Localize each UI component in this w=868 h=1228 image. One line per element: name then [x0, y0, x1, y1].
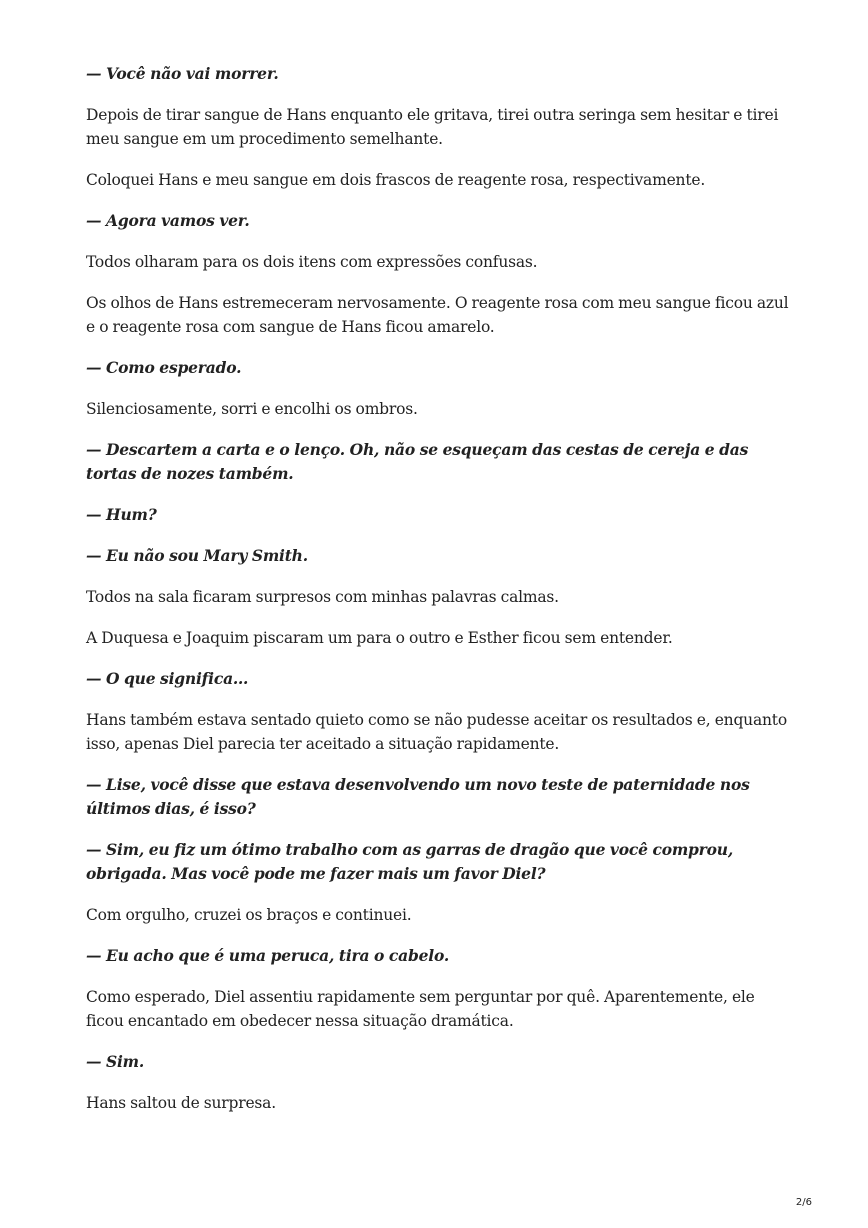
dialog-line: — Eu acho que é uma peruca, tira o cabelo.	[86, 946, 450, 965]
page-number: 2/6	[795, 1197, 812, 1208]
page-content	[86, 62, 796, 1132]
dialog-line: — Descartem a carta e o lenço. Oh, não se esqueçam das cestas de cereja e das tortas de nozes também.	[86, 440, 749, 483]
narration-paragraph: Todos olharam para os dois itens com expressões confusas.	[86, 253, 538, 271]
narration-paragraph: Depois de tirar sangue de Hans enquanto ele gritava, tirei outra seringa sem hesitar e tirei meu sangue em um procedimento semelhante.	[86, 106, 779, 148]
narration-paragraph: A Duquesa e Joaquim piscaram um para o outro e Esther ficou sem entender.	[86, 629, 673, 647]
narration-paragraph: Hans também estava sentado quieto como se não pudesse aceitar os resultados e, enquanto isso, apenas Diel parecia ter aceitado a situação rapidamente.	[86, 711, 787, 753]
dialog-line: — Eu não sou Mary Smith.	[86, 546, 308, 565]
narration-paragraph: Como esperado, Diel assentiu rapidamente sem perguntar por quê. Aparentemente, ele ficou encantado em obedecer nessa situação dramática.	[86, 988, 755, 1030]
dialog-line: — Lise, você disse que estava desenvolvendo um novo teste de paternidade nos últimos dias, é isso?	[86, 775, 750, 818]
dialog-line: — Sim, eu fiz um ótimo trabalho com as garras de dragão que você comprou, obrigada. Mas você pode me fazer mais um favor Diel?	[86, 840, 734, 883]
narration-paragraph: Hans saltou de surpresa.	[86, 1094, 276, 1112]
dialog-line: — Hum?	[86, 505, 157, 524]
narration-paragraph: Todos na sala ficaram surpresos com minhas palavras calmas.	[86, 588, 559, 606]
dialog-line: — O que significa…	[86, 669, 249, 688]
dialog-line: — Sim.	[86, 1052, 145, 1071]
dialog-line: — Você não vai morrer.	[86, 64, 279, 83]
narration-paragraph: Os olhos de Hans estremeceram nervosamente. O reagente rosa com meu sangue ficou azul e o reagente rosa com sangue de Hans ficou amarelo.	[86, 294, 789, 336]
dialog-line: — Agora vamos ver.	[86, 211, 250, 230]
narration-paragraph: Silenciosamente, sorri e encolhi os ombros.	[86, 400, 418, 418]
narration-paragraph: Coloquei Hans e meu sangue em dois frascos de reagente rosa, respectivamente.	[86, 171, 706, 189]
dialog-line: — Como esperado.	[86, 358, 242, 377]
narration-paragraph: Com orgulho, cruzei os braços e continuei.	[86, 906, 412, 924]
